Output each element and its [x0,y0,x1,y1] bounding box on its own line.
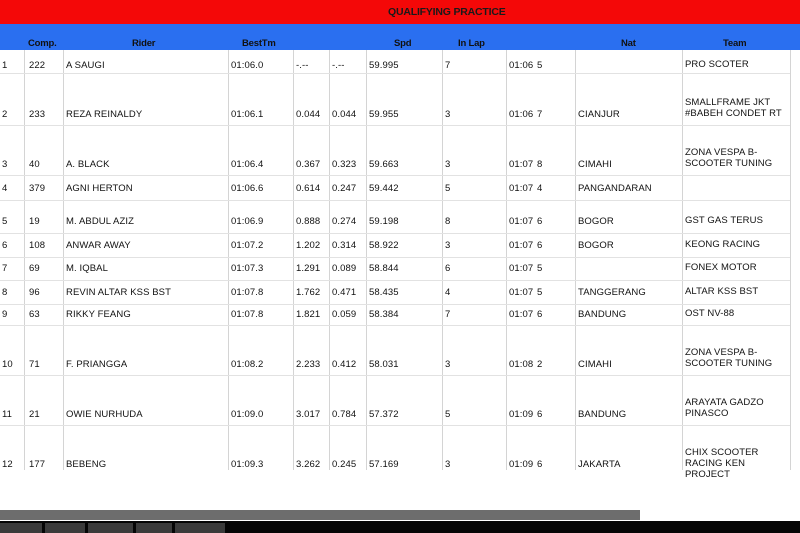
in-lap-cell: 5 [445,409,451,420]
sheet-tab[interactable] [0,523,42,533]
header-best-time: BestTm [242,38,276,49]
nat-cell: PANGANDARAN [578,183,652,194]
comp-cell: 177 [29,459,46,470]
speed-cell: 59.663 [369,159,399,170]
laps-cell: 6 [537,309,543,320]
in-lap-cell: 4 [445,287,451,298]
header-rider: Rider [132,38,156,49]
comp-cell: 96 [29,287,40,298]
speed-cell: 59.198 [369,216,399,227]
sheet-tab[interactable] [45,523,85,533]
position-cell: 5 [2,216,8,227]
laps-cell: 4 [537,183,543,194]
team-cell: CHIX SCOOTER RACING KEN PROJECT [685,447,759,480]
lap-time-cell: 01:07 [509,263,534,274]
best-time-cell: 01:09.0 [231,409,264,420]
table-row[interactable] [0,200,790,233]
table-row[interactable] [0,280,790,304]
nat-cell: TANGGERANG [578,287,646,298]
rider-cell: RIKKY FEANG [66,309,131,320]
gap-cell: 0.044 [296,109,321,120]
page-title: QUALIFYING PRACTICE [388,6,506,18]
lap-time-cell: 01:06 [509,60,534,71]
rider-cell: M. ABDUL AZIZ [66,216,134,227]
diff-cell: 0.245 [332,459,357,470]
in-lap-cell: 3 [445,240,451,251]
position-cell: 6 [2,240,8,251]
lap-time-cell: 01:08 [509,359,534,370]
comp-cell: 21 [29,409,40,420]
gap-cell: 2.233 [296,359,321,370]
laps-cell: 7 [537,109,543,120]
speed-cell: 57.169 [369,459,399,470]
gap-cell: 1.202 [296,240,321,251]
speed-cell: 59.442 [369,183,399,194]
best-time-cell: 01:07.8 [231,287,264,298]
sheet-tab[interactable] [175,523,225,533]
comp-cell: 40 [29,159,40,170]
position-cell: 4 [2,183,8,194]
diff-cell: 0.044 [332,109,357,120]
diff-cell: 0.471 [332,287,357,298]
in-lap-cell: 7 [445,309,451,320]
header-nat: Nat [621,38,636,49]
lap-time-cell: 01:07 [509,216,534,227]
in-lap-cell: 6 [445,263,451,274]
sheet-tab[interactable] [136,523,172,533]
nat-cell: CIMAHI [578,159,612,170]
nat-cell: BOGOR [578,216,614,227]
table-row[interactable] [0,375,790,425]
gap-cell: 1.821 [296,309,321,320]
position-cell: 7 [2,263,8,274]
speed-cell: 59.955 [369,109,399,120]
lap-time-cell: 01:09 [509,409,534,420]
in-lap-cell: 8 [445,216,451,227]
rider-cell: AGNI HERTON [66,183,133,194]
nat-cell: BOGOR [578,240,614,251]
best-time-cell: 01:06.1 [231,109,264,120]
position-cell: 11 [2,409,13,420]
laps-cell: 5 [537,60,543,71]
best-time-cell: 01:06.4 [231,159,264,170]
table-row[interactable] [0,425,790,480]
gap-cell: 1.291 [296,263,321,274]
gap-cell: 0.614 [296,183,321,194]
nat-cell: JAKARTA [578,459,621,470]
rider-cell: BEBENG [66,459,107,470]
speed-cell: 58.031 [369,359,399,370]
best-time-cell: 01:06.6 [231,183,264,194]
gap-cell: 1.762 [296,287,321,298]
position-cell: 3 [2,159,8,170]
nat-cell: BANDUNG [578,309,627,320]
table-header [0,24,800,50]
team-cell: ZONA VESPA B-SCOOTER TUNING [685,147,773,169]
best-time-cell: 01:06.0 [231,60,264,71]
rider-cell: REVIN ALTAR KSS BST [66,287,172,298]
lap-time-cell: 01:09 [509,459,534,470]
lap-time-cell: 01:07 [509,287,534,298]
diff-cell: 0.274 [332,216,357,227]
laps-cell: 2 [537,359,543,370]
team-cell: GST GAS TERUS [685,215,764,226]
comp-cell: 108 [29,240,46,251]
nat-cell: CIMAHI [578,359,612,370]
laps-cell: 5 [537,287,543,298]
in-lap-cell: 3 [445,359,451,370]
rider-cell: OWIE NURHUDA [66,409,143,420]
best-time-cell: 01:09.3 [231,459,264,470]
team-cell: ALTAR KSS BST [685,286,759,297]
rider-cell: A. BLACK [66,159,110,170]
position-cell: 2 [2,109,8,120]
lap-time-cell: 01:07 [509,309,534,320]
gap-cell: 3.017 [296,409,321,420]
speed-cell: 58.844 [369,263,399,274]
gap-cell: 0.367 [296,159,321,170]
team-cell: PRO SCOTER [685,59,749,70]
diff-cell: 0.784 [332,409,357,420]
in-lap-cell: 3 [445,159,451,170]
comp-cell: 63 [29,309,40,320]
table-row[interactable] [0,50,790,73]
sheet-tab[interactable] [88,523,133,533]
in-lap-cell: 7 [445,60,451,71]
rider-cell: ANWAR AWAY [66,240,131,251]
diff-cell: 0.314 [332,240,357,251]
in-lap-cell: 3 [445,459,451,470]
table-row[interactable] [0,257,790,280]
gap-cell: -.-- [296,60,309,71]
lap-time-cell: 01:07 [509,183,534,194]
position-cell: 8 [2,287,8,298]
header-team: Team [723,38,747,49]
speed-cell: 57.372 [369,409,399,420]
speed-cell: 58.384 [369,309,399,320]
table-row[interactable] [0,304,790,325]
table-row[interactable] [0,325,790,375]
best-time-cell: 01:07.3 [231,263,264,274]
laps-cell: 6 [537,240,543,251]
diff-cell: 0.089 [332,263,357,274]
table-row[interactable] [0,233,790,257]
in-lap-cell: 5 [445,183,451,194]
rider-cell: REZA REINALDY [66,109,143,120]
title-bar [0,0,800,24]
laps-cell: 6 [537,409,543,420]
team-cell: OST NV-88 [685,308,735,319]
best-time-cell: 01:06.9 [231,216,264,227]
laps-cell: 6 [537,459,543,470]
laps-cell: 6 [537,216,543,227]
lap-time-cell: 01:07 [509,240,534,251]
team-cell: ZONA VESPA B-SCOOTER TUNING [685,347,773,369]
comp-cell: 233 [29,109,46,120]
gap-cell: 3.262 [296,459,321,470]
column-divider [790,50,791,470]
speed-cell: 58.435 [369,287,399,298]
position-cell: 10 [2,359,13,370]
laps-cell: 8 [537,159,543,170]
lap-time-cell: 01:06 [509,109,534,120]
best-time-cell: 01:08.2 [231,359,264,370]
speed-cell: 58.922 [369,240,399,251]
rider-cell: A SAUGI [66,60,105,71]
header-comp: Comp. [28,38,57,49]
results-table [0,50,790,480]
rider-cell: M. IQBAL [66,263,108,274]
header-in-lap: In Lap [458,38,485,49]
table-row[interactable] [0,125,790,175]
comp-cell: 69 [29,263,40,274]
diff-cell: 0.323 [332,159,357,170]
diff-cell: -.-- [332,60,345,71]
diff-cell: 0.412 [332,359,357,370]
comp-cell: 379 [29,183,46,194]
position-cell: 12 [2,459,13,470]
speed-cell: 59.995 [369,60,399,71]
comp-cell: 19 [29,216,40,227]
best-time-cell: 01:07.2 [231,240,264,251]
best-time-cell: 01:07.8 [231,309,264,320]
header-speed: Spd [394,38,412,49]
table-row[interactable] [0,175,790,200]
lap-time-cell: 01:07 [509,159,534,170]
team-cell: KEONG RACING [685,239,761,250]
position-cell: 9 [2,309,8,320]
team-cell: FONEX MOTOR [685,262,757,273]
diff-cell: 0.059 [332,309,357,320]
diff-cell: 0.247 [332,183,357,194]
team-cell: ARAYATA GADZO PINASCO [685,397,764,419]
nat-cell: CIANJUR [578,109,620,120]
rider-cell: F. PRIANGGA [66,359,128,370]
laps-cell: 5 [537,263,543,274]
comp-cell: 222 [29,60,46,71]
comp-cell: 71 [29,359,40,370]
position-cell: 1 [2,60,8,71]
team-cell: SMALLFRAME JKT #BABEH CONDET RT [685,97,782,119]
in-lap-cell: 3 [445,109,451,120]
table-row[interactable] [0,73,790,125]
horizontal-scrollbar[interactable] [0,510,640,520]
nat-cell: BANDUNG [578,409,627,420]
gap-cell: 0.888 [296,216,321,227]
